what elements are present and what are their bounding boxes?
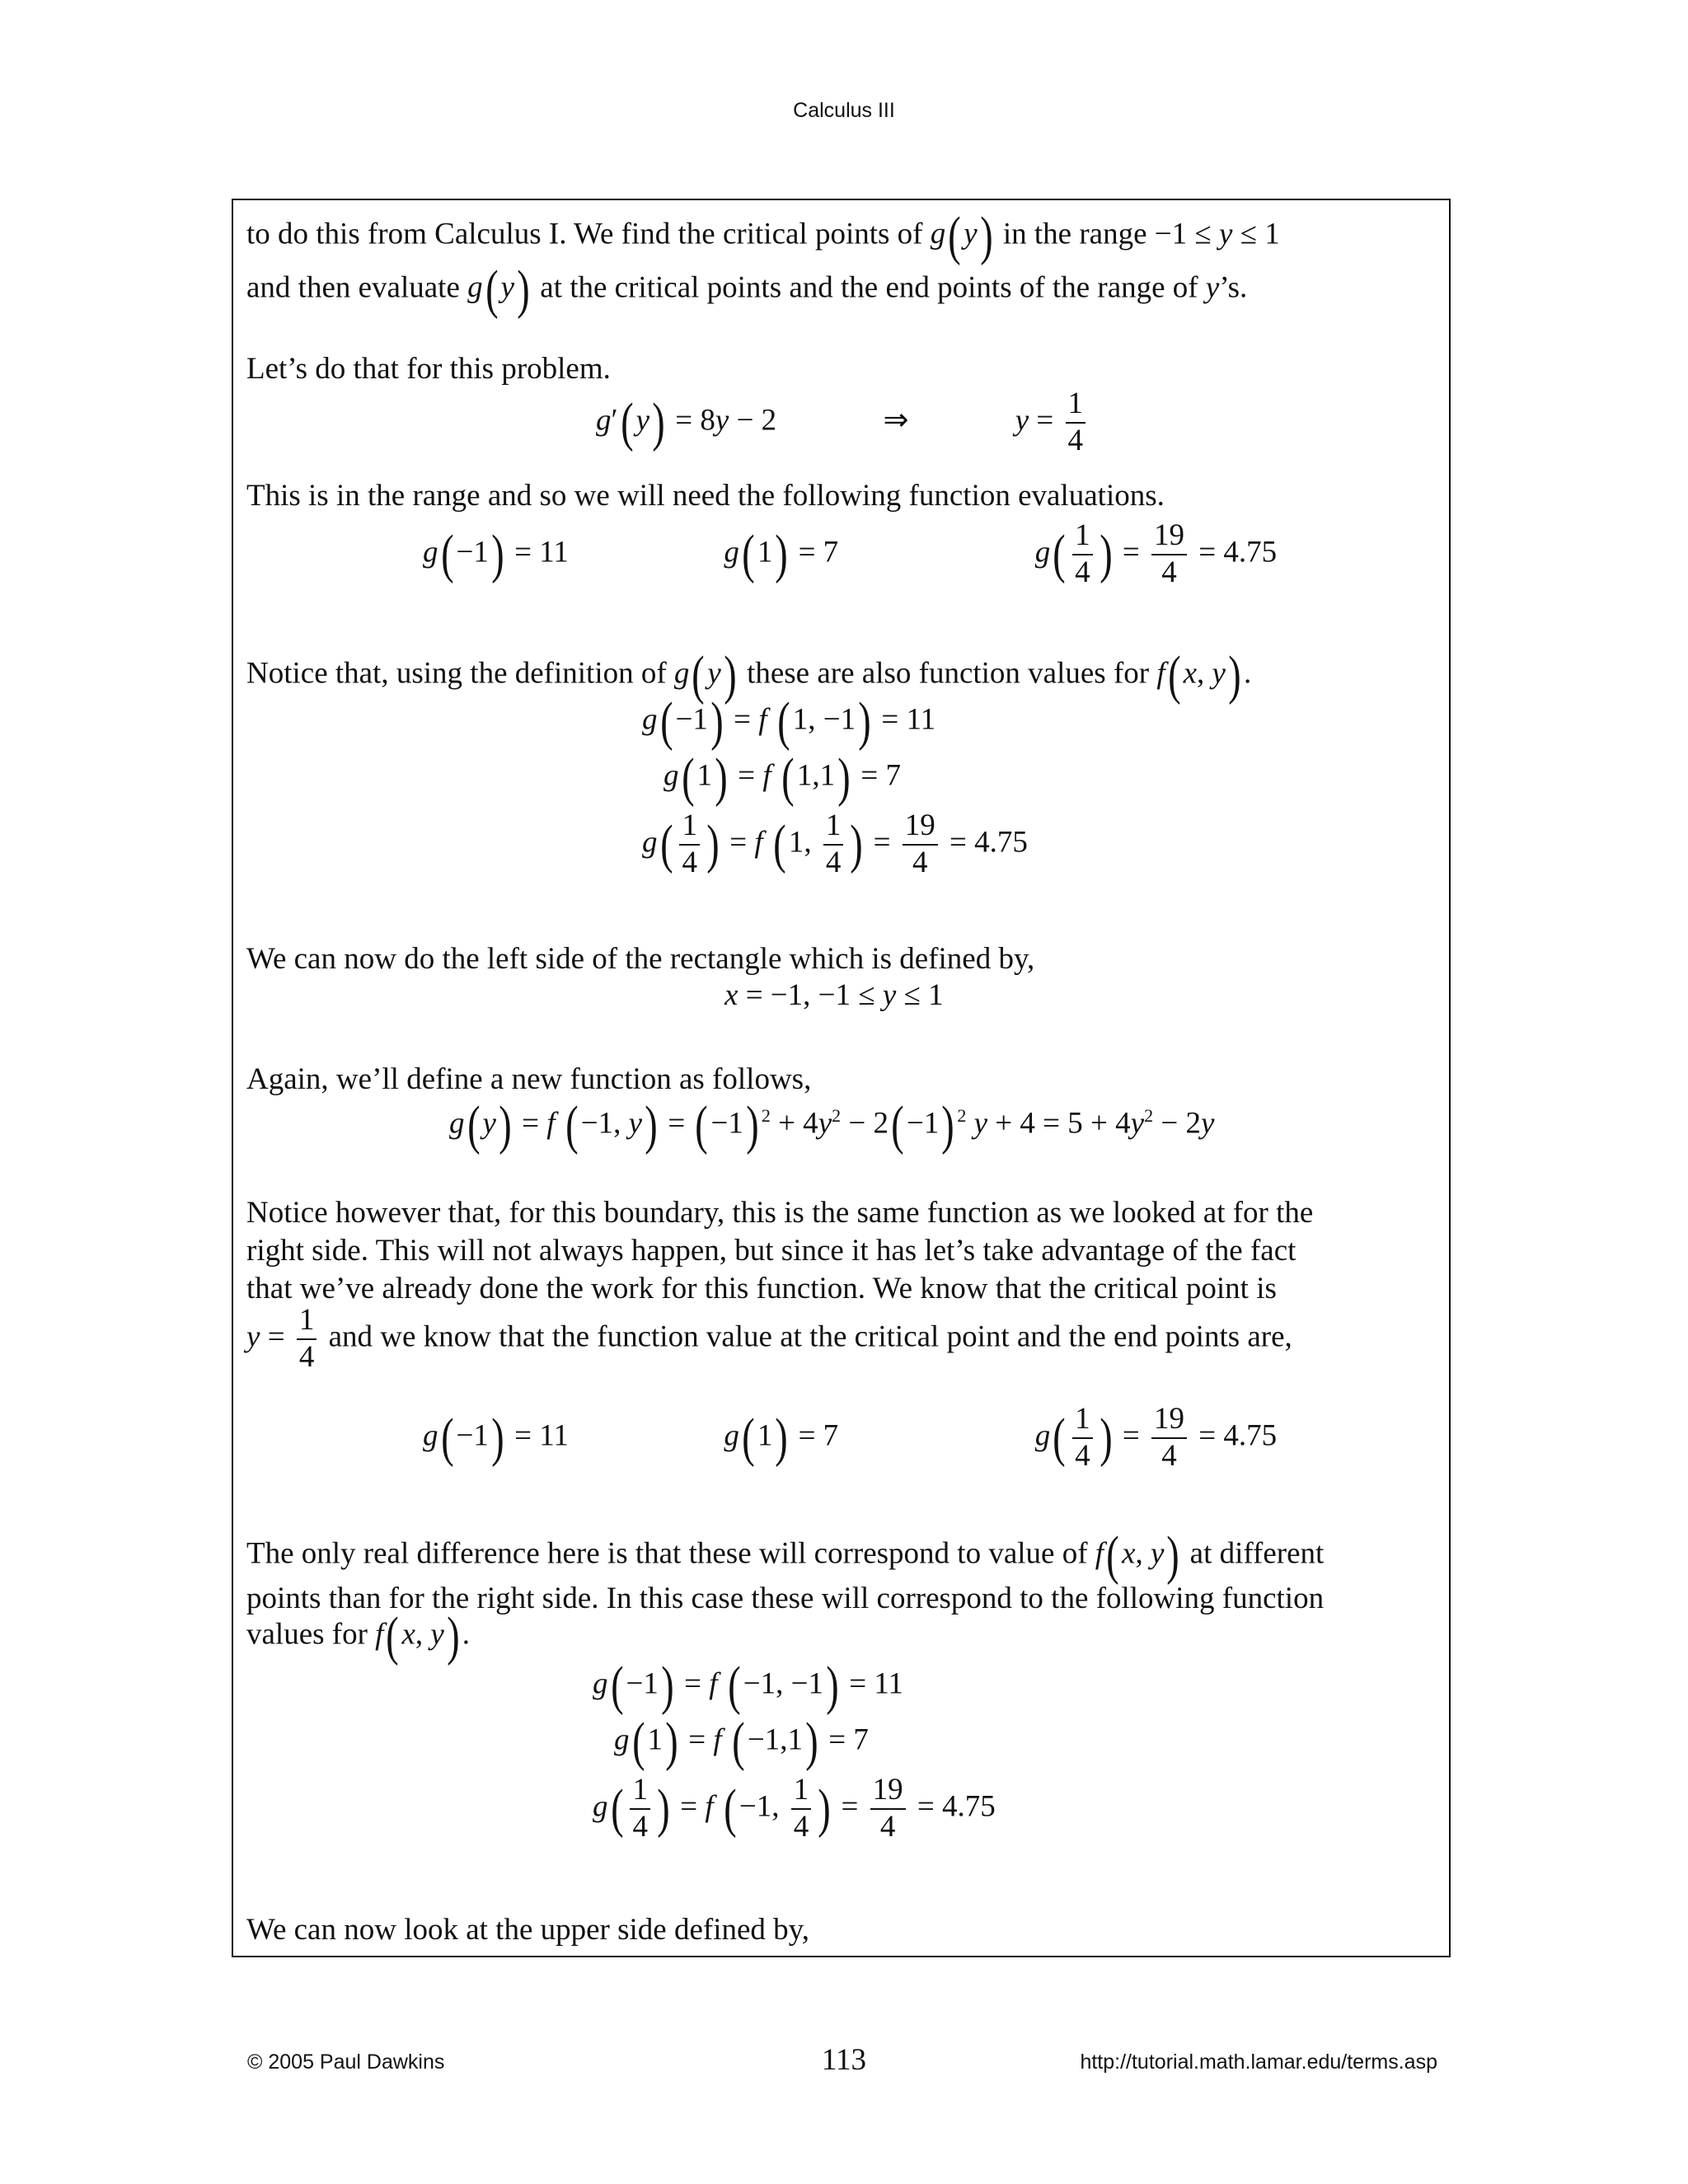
- math-left-side: x = −1, −1 ≤ y ≤ 1: [724, 978, 944, 1012]
- page-header: Calculus III: [793, 99, 895, 122]
- text-line-6: We can now do the left side of the rectangle which is defined by,: [246, 942, 1035, 976]
- math-f-values-1c: g( $\frac{1}{4}$ ) = f (1, $\frac{1}{4}$ ) = $\frac{19}{4}$ = 4.75: [642, 808, 1028, 879]
- math-g-of-y: g(y): [467, 260, 530, 320]
- math-evaluations-2: g(−1) = 11 g(1) = 7 g( $\frac{1}{4}$ ) = $\frac{19}{4}$ = 4.75: [423, 1402, 1278, 1473]
- text-line-8a: Notice however that, for this boundary, this is the same function as we looked at for the: [246, 1196, 1314, 1230]
- footer-copyright: © 2005 Paul Dawkins: [247, 2050, 445, 2074]
- math-f-values-2b: g(1) = f (−1,1) = 7: [614, 1712, 869, 1772]
- math-new-function: g(y) = f (−1, y) = (−1) $^2 + 4y^2 - 2(-1)$ $^2$ $y + 4 = 5 + 4y^2 - 2y$: [449, 1095, 1215, 1155]
- text-line-9b: points than for the right side. In this case these will correspond to the following function: [246, 1582, 1325, 1615]
- math-derivative: g′(y) = 8y − 2 ⇒ y = $\frac{1}{4}$: [596, 388, 1090, 457]
- text-line-2: and then evaluate g(y) at the critical points and the end points of the range of y’s.: [246, 260, 1248, 320]
- text-line-5: Notice that, using the definition of g(y) these are also function values for f(x, y).: [246, 645, 1252, 705]
- text-line-4: This is in the range and so we will need the following function evaluations.: [246, 479, 1165, 513]
- text-line-8d: y = $\frac{1}{4}$ and we know that the function value at the critical point and the end points are,: [246, 1303, 1292, 1374]
- math-f-values-1b: g(1) = f (1,1) = 7: [663, 748, 901, 808]
- text-line-1: to do this from Calculus I. We find the critical points of g(y) in the range −1 ≤ y ≤ 1: [246, 206, 1280, 266]
- text-line-8b: right side. This will not always happen, but since it has let’s take advantage of the fact: [246, 1234, 1296, 1268]
- text-line-3: Let’s do that for this problem.: [246, 352, 611, 386]
- text-line-7: Again, we’ll define a new function as follows,: [246, 1062, 812, 1096]
- math-g-of-y: g(y): [930, 206, 993, 266]
- math-evaluations-1: g(−1) = 11 g(1) = 7 g( $\frac{1}{4}$ ) = $\frac{19}{4}$ = 4.75: [423, 518, 1278, 589]
- content-box: [232, 199, 1451, 1957]
- math-f-values-2a: g(−1) = f (−1, −1) = 11: [593, 1656, 903, 1716]
- text-line-8c: that we’ve already done the work for this function. We know that the critical point is: [246, 1272, 1277, 1305]
- text-line-9c: values for f(x, y).: [246, 1606, 471, 1666]
- footer-url[interactable]: http://tutorial.math.lamar.edu/terms.asp: [1080, 2050, 1437, 2074]
- text-line-9a: The only real difference here is that these will correspond to value of f(x, y) at different: [246, 1526, 1325, 1586]
- math-range: −1 ≤ y ≤ 1: [1154, 217, 1280, 251]
- text-line-10: We can now look at the upper side defined by,: [246, 1913, 810, 1947]
- math-f-values-1a: g(−1) = f (1, −1) = 11: [642, 691, 936, 752]
- footer-page-number: 113: [821, 2043, 867, 2077]
- math-f-values-2c: g( $\frac{1}{4}$ ) = f (−1, $\frac{1}{4}$ ) = $\frac{19}{4}$ = 4.75: [593, 1773, 996, 1844]
